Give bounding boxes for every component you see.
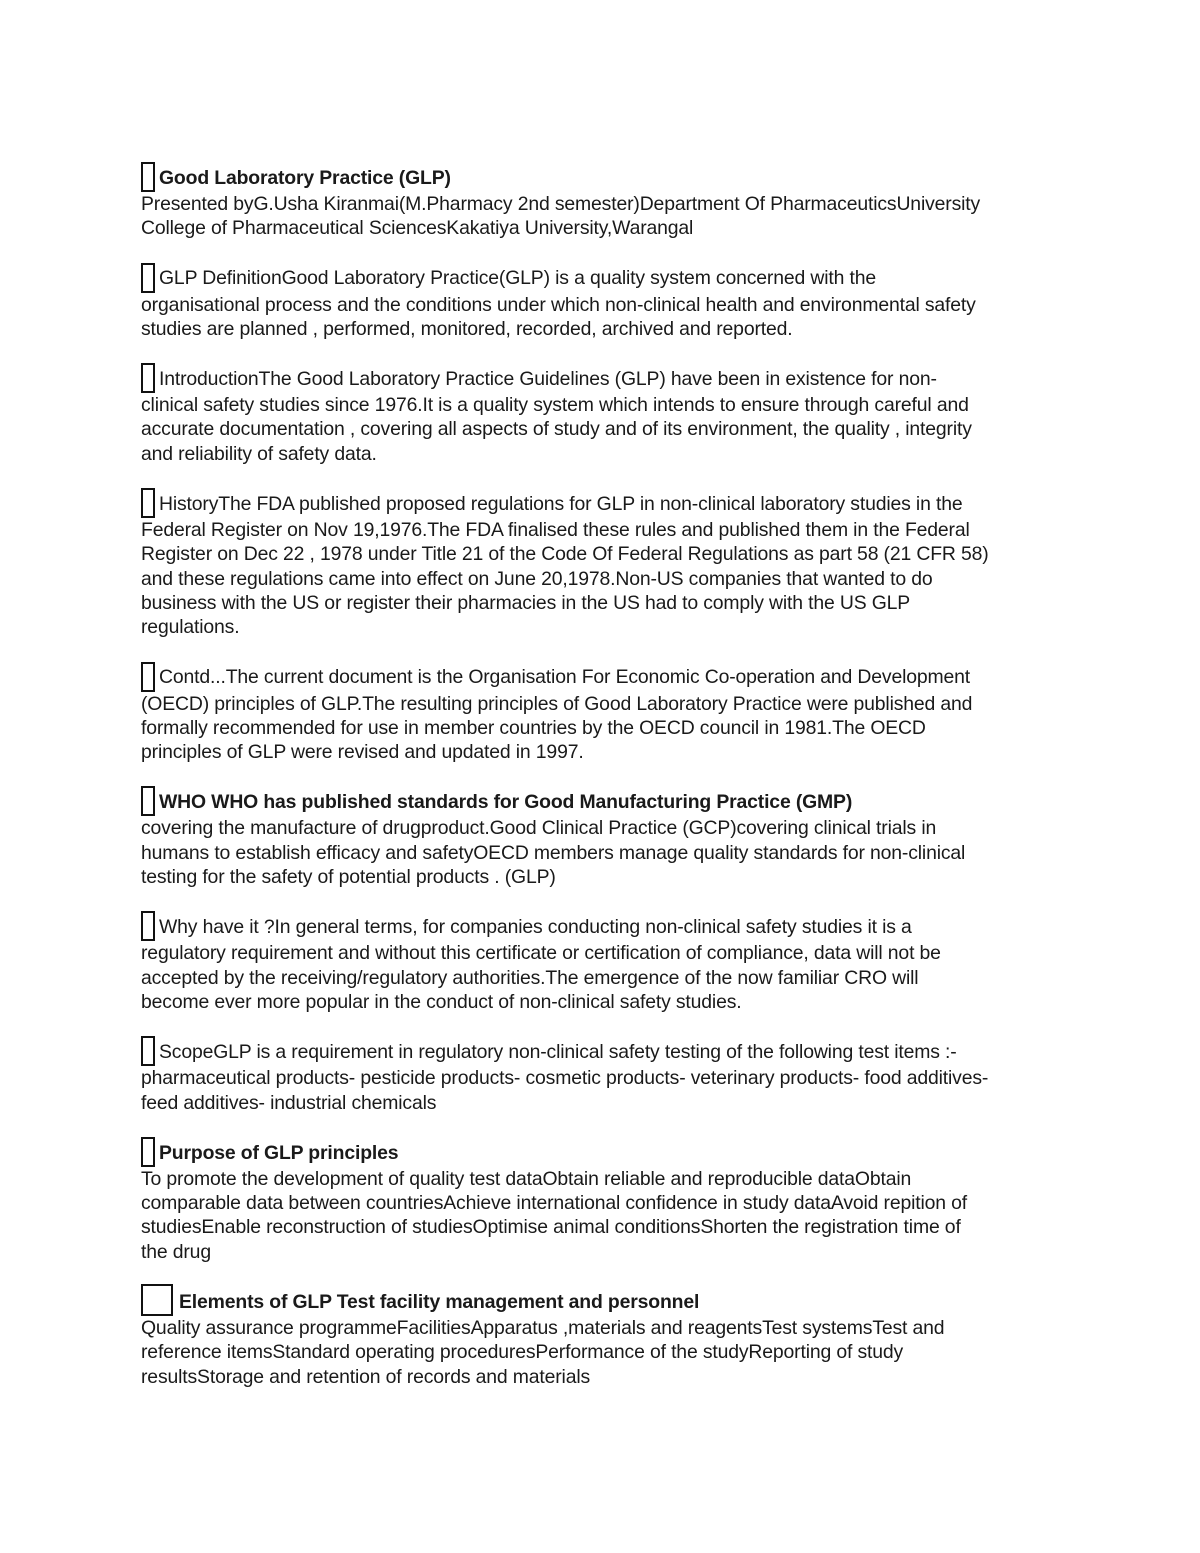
missing-glyph-box-icon — [141, 162, 155, 192]
body-line: organisational process and the conditions under which non-clinical health and environmental safety — [141, 293, 976, 316]
slide-section-introduction — [141, 361, 1066, 466]
body-line: accepted by the receiving/regulatory authorities.The emergence of the now familiar CRO will — [141, 966, 919, 989]
body-line: covering the manufacture of drugproduct.Good Clinical Practice (GCP)covering clinical trials in — [141, 817, 937, 840]
section-heading-line — [141, 784, 1066, 816]
body-line: the drug — [141, 1240, 211, 1263]
missing-glyph-box-icon — [141, 662, 155, 692]
slide-section-title — [141, 160, 1066, 241]
slide-section-purpose — [141, 1135, 1066, 1264]
body-line: pharmaceutical products- pesticide products- cosmetic products- veterinary products- food additives- — [141, 1067, 989, 1090]
body-line: reference itemsStandard operating proceduresPerformance of the studyReporting of study — [141, 1341, 904, 1364]
section-heading-text: IntroductionThe Good Laboratory Practice Guidelines (GLP) have been in existence for non- — [159, 367, 937, 390]
slide-section-elements — [141, 1284, 1066, 1389]
slide-section-who — [141, 784, 1066, 889]
missing-glyph-box-icon — [141, 1284, 173, 1316]
body-line: Presented byG.Usha Kiranmai(M.Pharmacy 2nd semester)Department Of PharmaceuticsUniversity — [141, 193, 981, 215]
body-line: formally recommended for use in member countries by the OECD council in 1981.The OECD — [141, 716, 926, 739]
body-line: (OECD) principles of GLP.The resulting principles of Good Laboratory Practice were published and — [141, 692, 973, 715]
section-heading-text: Good Laboratory Practice (GLP) — [159, 166, 451, 189]
body-line: and these regulations came into effect on June 20,1978.Non-US companies that wanted to do — [141, 567, 933, 590]
missing-glyph-box-icon — [141, 363, 155, 393]
section-heading-line — [141, 361, 1066, 393]
section-heading-line — [141, 1034, 1066, 1066]
section-heading-text: ScopeGLP is a requirement in regulatory non-clinical safety testing of the following test items :- — [159, 1040, 957, 1063]
body-line: accurate documentation , covering all aspects of study and of its environment, the quality , integrity — [141, 418, 972, 441]
body-line: testing for the safety of potential products . (GLP) — [141, 866, 556, 889]
body-line: College of Pharmaceutical SciencesKakatiya University,Warangal — [141, 217, 694, 240]
section-heading-line — [141, 660, 1066, 692]
section-heading-text: HistoryThe FDA published proposed regulations for GLP in non-clinical laboratory studies in the — [159, 492, 963, 515]
missing-glyph-box-icon — [141, 263, 155, 293]
missing-glyph-box-icon — [141, 911, 155, 941]
body-line: comparable data between countriesAchieve international confidence in study dataAvoid repition of — [141, 1192, 968, 1215]
body-line: become ever more popular in the conduct of non-clinical safety studies. — [141, 990, 742, 1013]
document-content — [141, 160, 1066, 1409]
slide-section-contd — [141, 660, 1066, 765]
body-line: and reliability of safety data. — [141, 442, 377, 465]
slide-section-definition — [141, 261, 1066, 342]
section-heading-line — [141, 909, 1066, 941]
missing-glyph-box-icon — [141, 1137, 155, 1167]
body-line: humans to establish efficacy and safetyOECD members manage quality standards for non-clinical — [141, 841, 966, 864]
body-line: Federal Register on Nov 19,1976.The FDA finalised these rules and published them in the Federal — [141, 519, 970, 542]
body-line: feed additives- industrial chemicals — [141, 1091, 437, 1114]
slide-section-history — [141, 486, 1066, 639]
section-heading-line — [141, 261, 1066, 293]
section-heading-line — [141, 1284, 1066, 1316]
body-line: studiesEnable reconstruction of studiesOptimise animal conditionsShorten the registration time of — [141, 1216, 961, 1239]
body-line: Quality assurance programmeFacilitiesApparatus ,materials and reagentsTest systemsTest and — [141, 1317, 945, 1340]
body-line: regulatory requirement and without this certificate or certification of compliance, data will not be — [141, 942, 941, 965]
section-heading-line — [141, 1135, 1066, 1167]
missing-glyph-box-icon — [141, 786, 155, 816]
body-line: Register on Dec 22 , 1978 under Title 21 of the Code Of Federal Regulations as part 58 (21 CFR 58) — [141, 543, 989, 566]
body-line: studies are planned , performed, monitored, recorded, archived and reported. — [141, 317, 793, 340]
section-heading-text: GLP DefinitionGood Laboratory Practice(GLP) is a quality system concerned with the — [159, 267, 876, 290]
section-heading-text: Elements of GLP Test facility management and personnel — [179, 1290, 700, 1313]
section-heading-text: Purpose of GLP principles — [159, 1141, 399, 1164]
body-line: resultsStorage and retention of records and materials — [141, 1365, 591, 1388]
body-line: clinical safety studies since 1976.It is a quality system which intends to ensure through careful and — [141, 394, 969, 417]
missing-glyph-box-icon — [141, 1036, 155, 1066]
body-line: business with the US or register their pharmacies in the US had to comply with the US GLP — [141, 591, 911, 614]
section-heading-text: Why have it ?In general terms, for companies conducting non-clinical safety studies it is a — [159, 916, 912, 939]
section-heading-text: Contd...The current document is the Organisation For Economic Co-operation and Development — [159, 666, 971, 689]
body-line: regulations. — [141, 616, 240, 639]
section-heading-text: WHO WHO has published standards for Good Manufacturing Practice (GMP) — [159, 791, 853, 814]
slide-section-why — [141, 909, 1066, 1014]
missing-glyph-box-icon — [141, 488, 155, 518]
section-heading-line — [141, 486, 1066, 518]
slide-section-scope — [141, 1034, 1066, 1115]
section-heading-line — [141, 160, 1066, 192]
body-line: To promote the development of quality test dataObtain reliable and reproducible dataObtain — [141, 1167, 912, 1190]
body-line: principles of GLP were revised and updated in 1997. — [141, 741, 584, 764]
